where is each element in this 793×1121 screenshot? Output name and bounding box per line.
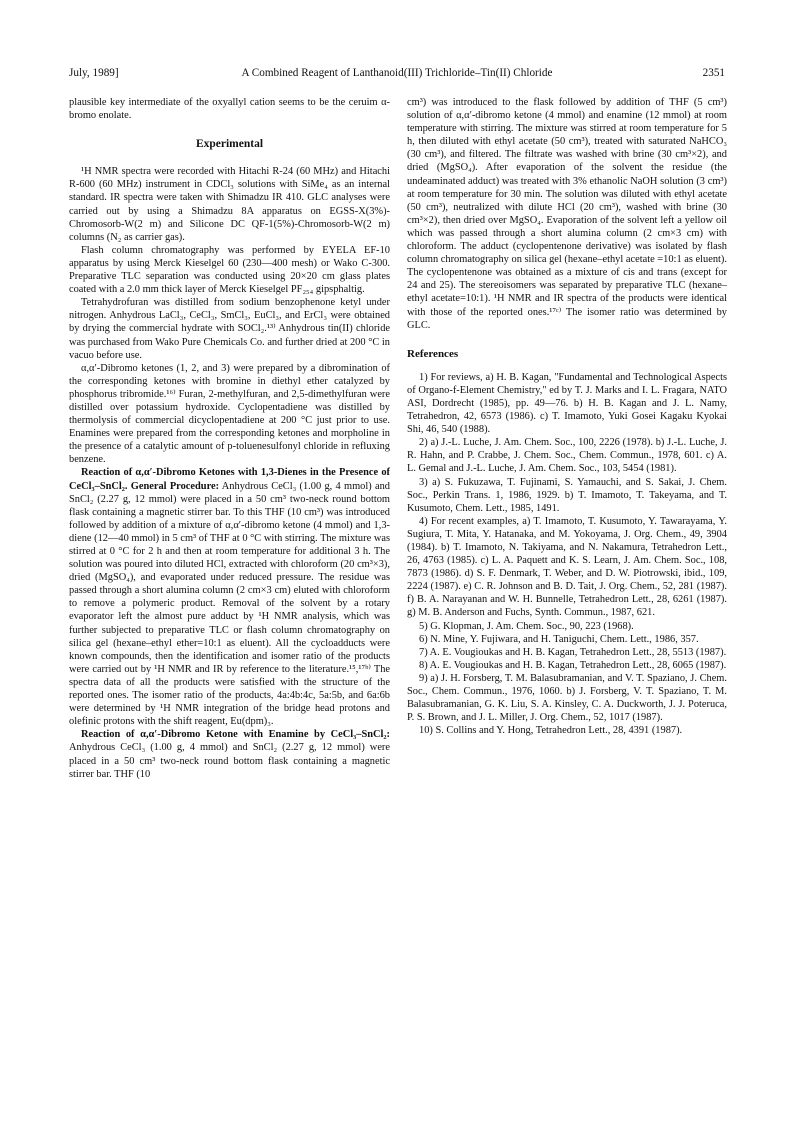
page-number: 2351 <box>702 67 725 79</box>
reference-item: 1) For reviews, a) H. B. Kagan, "Fundamental and Technological Aspects of Organo-f-Element Chemistry," ed by T. J. Marks and I. L. Fragara, NATO ASI, Dordrecht (1985), pp. 49—76. b) H. B. Kagan and J. L. Namy, Tetrahedron, 42, 6573 (1986). c) T. Imamoto, Yuki Gosei Kagaku Kyokai Shi, 46, 540 (1988). <box>407 371 727 436</box>
enamine-procedure-continued: cm³) was introduced to the flask followed by addition of THF (5 cm³) solution of α,α′-dibromo ketone (4 mmol) and enamine (12 mmol) at room temperature with stirring. The mixture was stirred at room temperature for 5 h, then diluted with ethyl acetate (50 cm³), treated with saturated NaHCO₃ (30 cm³), and filtered. The filtrate was washed with brine (30 cm³×2), and dried (MgSO₄). After evaporation of the solvent the residue (the undeaminated adduct) was treated with 3% ethanolic NaOH solution (3 cm³) at room temperature for 30 min. The solution was diluted with ethyl acetate (50 cm³), neutralized with dilute HCl (20 cm³), washed with brine (30 cm³×2), then dried over MgSO₄. Evaporation of the solvent left a yellow oil which was passed through a short alumina column (2 cm×3 cm) with chloroform. The adduct (cyclopentenone derivative) was isolated by flash column chromatography on silica gel (hexane–ethyl acetate =10:1 as eluent). The cyclopentenone was obtained as a mixture of cis and trans (except for 24 and 25). The stereoisomers was separated by preparative TLC (hexane–ethyl acetate=10:1). ¹H NMR and IR spectra of the products were identical with those of the reported ones.¹⁷ᶜ⁾ The isomer ratio was determined by GLC. <box>407 97 727 331</box>
general-procedure-body: Anhydrous CeCl₃ (1.00 g, 4 mmol) and SnCl₂ (2.27 g, 12 mmol) were placed in a 50 cm³ two-neck round bottom flask containing a magnetic stirrer bar. To this THF (10 cm³) was introduced followed by addition of a mixture of α,α′-dibromo ketone (4 mmol) and 1,3-diene (12—40 mmol) in 5 cm³ of THF at 0 °C with stirring. The mixture was stirred at 0 °C for 2 h and then at room temperature for additional 3 h. The solution was poured into diluted HCl, extracted with chloroform (20 cm³×3), dried (MgSO₄), and evaporated under reduced pressure. The residue was passed through a short alumina column (2 cm×3 cm) eluted with chloroform to remove a polymeric product. Removal of the solvent by a rotary evaporator left the almost pure adduct by ¹H NMR analysis, which was further subjected to preparative TLC or flash column chromatography on silica gel (hexane–ethyl ether=10:1 as eluent). All the cycloadducts were known compounds, then the identification and isomer ratio of the products were carried out by ¹H NMR and IR by reference to the literature.¹⁵,¹⁷ᵇ⁾ The spectra data of all the products were satisfied with the structure of the reported ones. The isomer ratio of the products, 4a:4b:4c, 5a:5b, and 6a:6b were determined by ¹H NMR integration of the bridge head protons and olefinic protons with the shift reagent, Eu(dpm)₃. <box>69 480 391 728</box>
reagents-paragraph: Tetrahydrofuran was distilled from sodium benzophenone ketyl under nitrogen. Anhydrous LaCl₃, CeCl₃, SmCl₃, EuCl₃, and ErCl₃ were obtained by drying the commercial hydrate with SOCl₂.¹³⁾ Anhydrous tin(II) chloride was purchased from Wako Pure Chemicals Co. and further dried at 200 °C in vacuo before use. <box>69 297 390 361</box>
dibromo-ketone-paragraph: α,α′-Dibromo ketones (1, 2, and 3) were prepared by a dibromination of the corresponding ketones with bromine in diethyl ether catalyzed by phosphorus tribromide.¹⁶⁾ Furan, 2-methylfuran, and 2,5-dimethylfuran were distilled over potassium hydroxide. Cyclopentadiene was distilled by thermolysis of commercial dicyclopentadiene at 200 °C just prior to use. Enamines were prepared from the corresponding ketones and morpholine in the presence of a catalytic amount of p-toluenesulfonyl chloride in refluxing benzene. <box>69 362 390 466</box>
intro-paragraph: plausible key intermediate of the oxyallyl cation seems to be the ceruim α-bromo enolate. <box>69 97 390 122</box>
reference-item: 2) a) J.-L. Luche, J. Am. Chem. Soc., 100, 2226 (1978). b) J.-L. Luche, J. R. Hahn, and P. Crabbe, J. Chem. Soc., Chem. Commun., 1978, 601. c) A. L. Gemal and J.-L. Luche, J. Am. Chem. Soc., 103, 5454 (1981). <box>407 437 727 475</box>
instrument-paragraph: ¹H NMR spectra were recorded with Hitachi R-24 (60 MHz) and Hitachi R-600 (60 MHz) instrument in CDCl₃ solutions with SiMe₄ as an internal standard. IR spectra were taken with Shimadzu IR 410. GLC analyses were carried out by using a Shimadzu 8A apparatus on EGSS-X(3%)-Chromosorb-W(2 m) and Silicone DC QF-1(5%)-Chromosorb-W(2 m) columns (N₂ as carrier gas). <box>69 166 390 243</box>
reference-item: 4) For recent examples, a) T. Imamoto, T. Kusumoto, Y. Tawarayama, Y. Sugiura, T. Mita, Y. Hatanaka, and M. Yokoyama, J. Org. Chem., 49, 3904 (1984). b) T. Imamoto, N. Takiyama, and N. Nakamura, Tetrahedron Lett., 26, 4763 (1985). c) L. A. Paquett and K. S. Learn, J. Am. Chem. Soc., 108, 7873 (1986). d) S. F. Denmark, T. Weber, and D. W. Piotrowski, ibid., 109, 2224 (1987). e) C. R. Johnson and B. D. Tait, J. Org. Chem., 52, 281 (1987). f) B. A. Narayanan and W. H. Bunnelle, Tetrahedron Lett., 28, 6261 (1987). g) M. B. Anderson and Fuchs, Synth. Commun., 1987, 621. <box>407 515 727 619</box>
reference-item: 5) G. Klopman, J. Am. Chem. Soc., 90, 223 (1968). <box>419 620 634 632</box>
running-header <box>69 64 725 82</box>
reference-item: 7) A. E. Vougioukas and H. B. Kagan, Tetrahedron Lett., 28, 5513 (1987). <box>419 646 727 658</box>
reference-item: 3) a) S. Fukuzawa, T. Fujinami, S. Yamauchi, and S. Sakai, J. Chem. Soc., Perkin Trans. 1, 1986, 1929. b) T. Imamoto, T. Takeyama, and T. Kusumoto, Chem. Lett., 1985, 1491. <box>407 476 727 514</box>
enamine-procedure-paragraph <box>69 728 390 780</box>
header-date: July, 1989] <box>69 67 119 79</box>
left-column <box>69 96 390 781</box>
experimental-heading: Experimental <box>195 138 264 151</box>
general-procedure-paragraph <box>69 466 390 728</box>
reference-item: 6) N. Mine, Y. Fujiwara, and H. Taniguchi, Chem. Lett., 1986, 357. <box>419 633 699 645</box>
chromatography-paragraph: Flash column chromatography was performed by EYELA EF-10 apparatus by using Merck Kieselgel 60 (230—400 mesh) or Wako C-300. Preparative TLC separation was conducted using 20×20 cm glass plates coated with a 2.0 mm thick layer of Merck Kieselgel PF₂₅₄ gipsphaltig. <box>69 244 390 296</box>
reference-item: 9) a) J. H. Forsberg, T. M. Balasubramanian, and V. T. Spaziano, J. Chem. Soc., Chem. Commun., 1976, 1060. b) J. Forsberg, V. T. Spaziano, T. M. Balasubramanian, G. K. Liu, S. A. Kinsley, C. A. Duckworth, J. J. Poteruca, P. S. Brown, and J. L. Miller, J. Org. Chem., 52, 1017 (1987). <box>407 672 727 724</box>
general-procedure-heading: Reaction of α,α′-Dibromo Ketones with 1,3-Dienes in the Presence of CeCl₃–SnCl₂. General Procedure: <box>69 467 390 492</box>
enamine-procedure-body: Anhydrous CeCl₃ (1.00 g, 4 mmol) and SnCl₂ (2.27 g, 12 mmol) were placed in a 50 cm³ two-neck round bottom flask containing a magnetic stirrer bar. THF (10 <box>69 742 390 780</box>
reference-item: 10) S. Collins and Y. Hong, Tetrahedron Lett., 28, 4391 (1987). <box>419 725 683 737</box>
header-title: A Combined Reagent of Lanthanoid(III) Trichloride–Tin(II) Chloride <box>241 67 553 79</box>
references-list <box>407 371 727 738</box>
references-heading: References <box>407 347 459 360</box>
reference-item: 8) A. E. Vougioukas and H. B. Kagan, Tetrahedron Lett., 28, 6065 (1987). <box>419 659 727 671</box>
right-column <box>407 96 727 737</box>
enamine-procedure-heading: Reaction of α,α′-Dibromo Ketone with Enamine by CeCl₃–SnCl₂: <box>81 729 390 741</box>
